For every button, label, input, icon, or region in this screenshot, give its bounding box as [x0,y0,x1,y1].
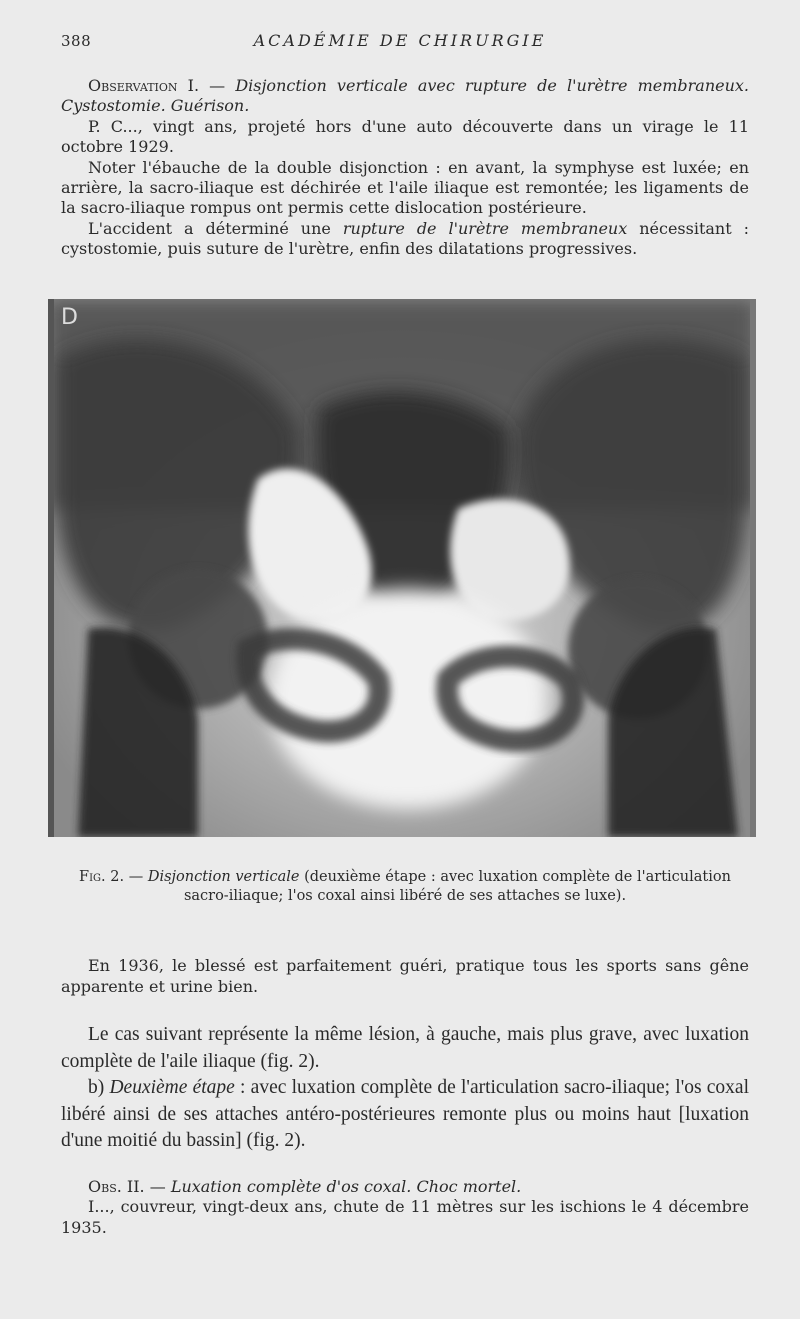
observation-1-heading [61,76,749,117]
observation-1-title: Disjonction verticale avec rupture de l'urètre membraneux. Cystostomie. Guérison. [61,76,750,116]
xray-figure [48,299,756,837]
large-text-para-2-label: b) [88,1077,110,1098]
plate-letter: D [61,305,78,330]
paragraph-1936 [61,955,749,997]
observation-2 [61,1177,749,1238]
observation-1 [61,76,749,260]
observation-1-dash: — [199,76,236,95]
observation-2-para-1: I..., couvreur, vingt-deux ans, chute de 11 mètres sur les ischions le 4 décembre 1935. [61,1197,749,1237]
observation-2-label: Obs. II. [88,1177,145,1196]
large-text-section [61,1022,749,1155]
observation-1-label: Observation I. [88,76,200,95]
large-text-para-1: Le cas suivant représente la même lésion, à gauche, mais plus grave, avec luxation complète de l'aile iliaque (fig. 2). [61,1024,749,1072]
observation-1-para-3-emphasis: rupture de l'urètre membraneux [342,218,628,238]
observation-1-para-3-end: nécessitant : cystostomie, puis suture de l'urètre, enfin des dilatations progressives. [61,218,750,259]
xray-pelvis-image [48,299,756,837]
paragraph-1936-text: En 1936, le blessé est parfaitement guéri, pratique tous les sports sans gêne apparente et urine bien. [61,956,749,996]
caption-text: (deuxième étape : avec luxation complète de l'articulation sacro-iliaque; l'os coxal ainsi libéré de ses attaches se luxe). [183,869,731,904]
figure-caption [61,868,749,906]
observation-2-title: Luxation complète d'os coxal. Choc mortel. [170,1177,522,1196]
observation-2-heading [61,1177,749,1197]
large-text-para-2 [61,1075,749,1155]
caption-label: Fig. 2. — [79,869,148,885]
large-text-para-2-title: Deuxième étape [109,1077,235,1098]
observation-1-para-2: Noter l'ébauche de la double disjonction : en avant, la symphyse est luxée; en arrière, la sacro-iliaque est déchirée et l'aile iliaque est remontée; les ligaments de la sacro-iliaque rompus ont permis cette dislocation postérieure. [61,157,749,218]
observation-1-para-3-start: L'accident a déterminé une [88,218,343,238]
page-number: 388 [61,32,92,50]
caption-title: Disjonction verticale [147,869,300,885]
running-title: ACADÉMIE DE CHIRURGIE [253,31,547,50]
observation-1-para-1: P. C..., vingt ans, projeté hors d'une auto découverte dans un virage le 11 octobre 1929. [61,116,749,157]
observation-1-para-3 [61,219,749,260]
observation-2-dash: — [144,1177,171,1196]
large-text-para-2-text: : avec luxation complète de l'articulation sacro-iliaque; l'os coxal libéré ainsi de ses attaches antéro-postérieures remonte plus ou moins haut [luxation d'une moitié du bassin] (fig. 2). [61,1077,749,1151]
